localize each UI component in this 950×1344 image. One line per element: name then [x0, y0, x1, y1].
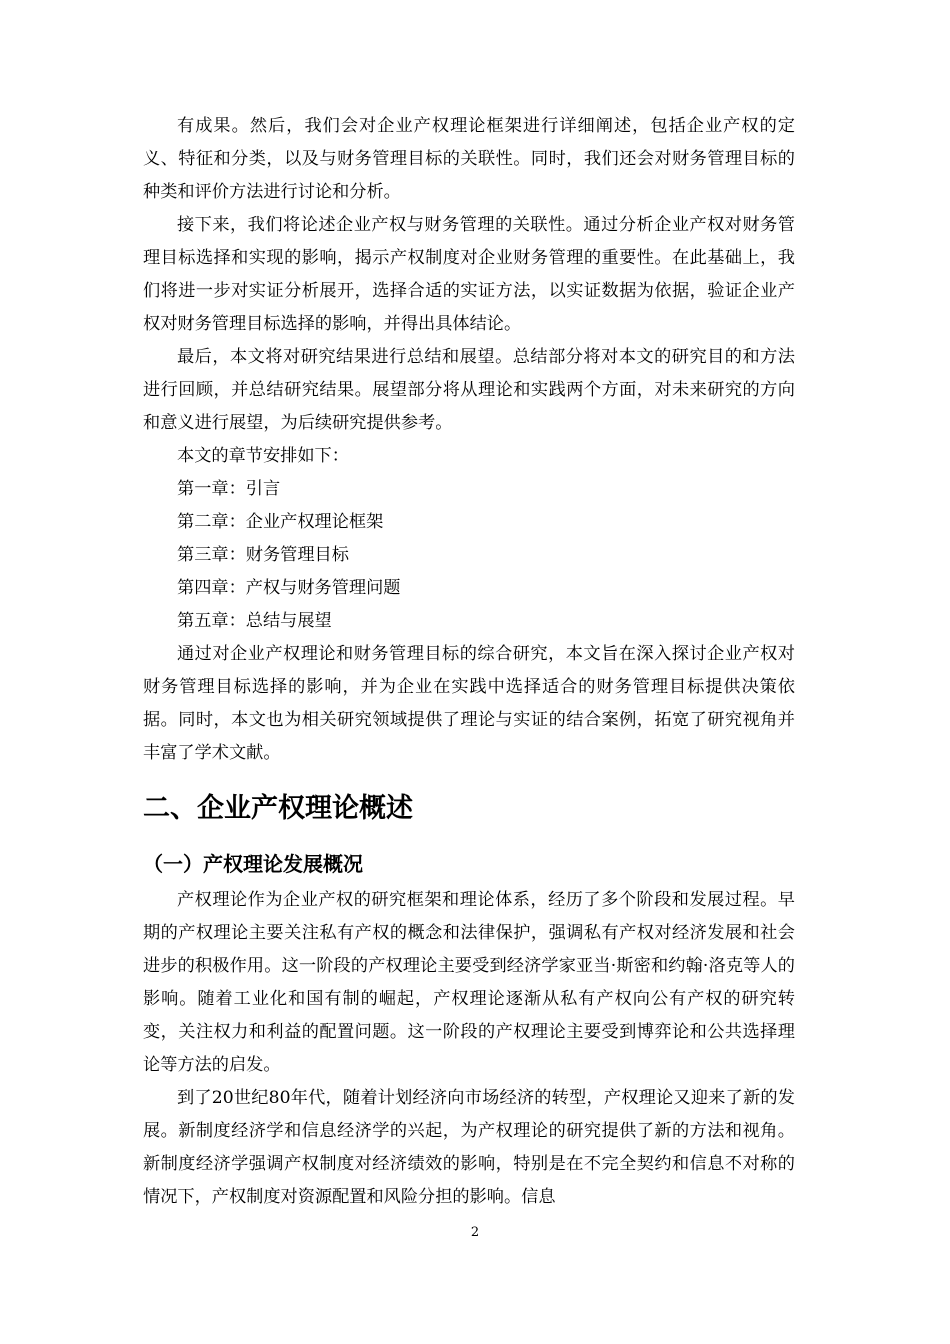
page-number: 2	[470, 1225, 480, 1240]
paragraph: 接下来，我们将论述企业产权与财务管理的关联性。通过分析企业产权对财务管理目标选择和实现的影响，揭示产权制度对企业财务管理的重要性。在此基础上，我们将进一步对实证分析展开，选择合适的实证方法，以实证数据为依据，验证企业产权对财务管理目标选择的影响，并得出具体结论。	[143, 215, 795, 334]
chapter-list-item: 第一章：引言	[177, 479, 281, 499]
paragraph: 有成果。然后，我们会对企业产权理论框架进行详细阐述，包括企业产权的定义、特征和分类，以及与财务管理目标的关联性。同时，我们还会对财务管理目标的种类和评价方法进行讨论和分析。	[143, 116, 795, 202]
subsection-heading: （一）产权理论发展概况	[143, 852, 363, 876]
section-heading: 二、企业产权理论概述	[143, 793, 413, 824]
chapter-list-item: 第四章：产权与财务管理问题	[177, 578, 401, 598]
chapter-list-item: 第二章：企业产权理论框架	[177, 512, 384, 532]
chapter-list-item: 第五章：总结与展望	[177, 611, 332, 631]
chapter-list-item: 第三章：财务管理目标	[177, 545, 349, 565]
paragraph: 到了20世纪80年代，随着计划经济向市场经济的转型，产权理论又迎来了新的发展。新制度经济学和信息经济学的兴起，为产权理论的研究提供了新的方法和视角。新制度经济学强调产权制度对经济绩效的影响，特别是在不完全契约和信息不对称的情况下，产权制度对资源配置和风险分担的影响。信息	[143, 1088, 795, 1207]
paragraph: 产权理论作为企业产权的研究框架和理论体系，经历了多个阶段和发展过程。早期的产权理论主要关注私有产权的概念和法律保护，强调私有产权对经济发展和社会进步的积极作用。这一阶段的产权理论主要受到经济学家亚当·斯密和约翰·洛克等人的影响。随着工业化和国有制的崛起，产权理论逐渐从私有产权向公有产权的研究转变，关注权力和利益的配置问题。这一阶段的产权理论主要受到博弈论和公共选择理论等方法的启发。	[143, 890, 795, 1075]
paragraph: 通过对企业产权理论和财务管理目标的综合研究，本文旨在深入探讨企业产权对财务管理目标选择的影响，并为企业在实践中选择适合的财务管理目标提供决策依据。同时，本文也为相关研究领域提供了理论与实证的结合案例，拓宽了研究视角并丰富了学术文献。	[143, 644, 795, 763]
paragraph: 本文的章节安排如下：	[177, 446, 349, 466]
paragraph: 最后，本文将对研究结果进行总结和展望。总结部分将对本文的研究目的和方法进行回顾，并总结研究结果。展望部分将从理论和实践两个方面，对未来研究的方向和意义进行展望，为后续研究提供参考。	[143, 347, 795, 433]
body-text	[143, 110, 795, 1214]
